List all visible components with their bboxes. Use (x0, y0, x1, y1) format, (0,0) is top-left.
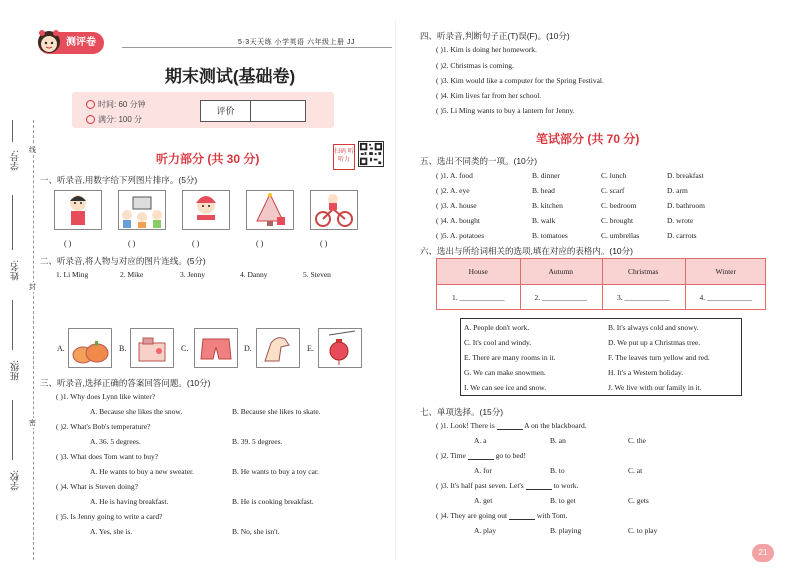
binding-char-line: 线 (29, 146, 36, 154)
person-mike: 2. Mike (120, 270, 144, 279)
q7-option-3c[interactable]: C. gets (628, 496, 649, 505)
q5-row-1-c[interactable]: C. lunch (601, 171, 627, 180)
q1-answer-2[interactable]: ( ) (128, 239, 136, 248)
answer-cell-4[interactable]: 4. ____________ (699, 293, 752, 302)
q7-option-4c[interactable]: C. to play (628, 526, 658, 535)
q2-pic-stove[interactable] (130, 328, 174, 368)
q5-row-4-a[interactable]: ( )4. A. bought (436, 216, 480, 225)
header-christmas: Christmas (628, 267, 659, 276)
class-label: 班级: (10, 360, 20, 381)
page-title: 期末测试(基础卷) (164, 67, 296, 86)
student-number-label: 学号: (10, 150, 20, 171)
check-icon (86, 115, 95, 124)
answer-blank[interactable] (497, 422, 523, 430)
q1-pic-christmas-tree (246, 190, 294, 230)
person-li-ming: 1. Li Ming (56, 270, 89, 279)
table-divider (520, 259, 521, 309)
q1-pic-family (118, 190, 166, 230)
q5-row-2-c[interactable]: C. scarf (601, 186, 625, 195)
q2-letter-c: C. (181, 344, 189, 353)
q2-pic-pumpkins[interactable] (68, 328, 112, 368)
page-fold (395, 20, 396, 560)
q6-option-f: F. The leaves turn yellow and red. (608, 353, 710, 362)
time-info: 时间: 60 分钟 (86, 99, 146, 110)
answer-blank[interactable] (509, 512, 535, 520)
q4-item-3[interactable]: ( )3. Kim would like a computer for the Spring Festival. (436, 76, 604, 85)
shorts-icon (195, 329, 237, 367)
q5-row-3-c[interactable]: C. bedroom (601, 201, 637, 210)
q5-row-3-a[interactable]: ( )3. A. house (436, 201, 477, 210)
header-house: House (468, 267, 488, 276)
q2-pic-lantern[interactable] (318, 328, 362, 368)
q4-item-5[interactable]: ( )5. Li Ming wants to buy a lantern for Jenny. (436, 106, 575, 115)
q2-letter-d: D. (244, 344, 252, 353)
series-info: 5·3天天练 小学英语 六年级上册 JJ (238, 39, 355, 46)
q4-title: 四、听录音,判断句子正(T)误(F)。(10分) (420, 31, 570, 41)
binding-cut-line (33, 120, 34, 560)
answer-cell-1[interactable]: 1. ____________ (452, 293, 505, 302)
binding-char-secret: 密 (29, 419, 36, 427)
q3-option-2a[interactable]: A. 36. 5 degrees. (90, 437, 141, 446)
grade-label: 评价 (201, 101, 251, 121)
q1-answer-3[interactable]: ( ) (192, 239, 200, 248)
q6-option-h: H. It's a Western holiday. (608, 368, 684, 377)
q3-question-1[interactable]: ( )1. Why does Lynn like winter? (56, 392, 156, 401)
answer-cell-2[interactable]: 2. ____________ (534, 293, 587, 302)
q3-option-1a[interactable]: A. Because she likes the snow. (90, 407, 183, 416)
page-number: 21 (752, 544, 774, 562)
person-danny: 4. Danny (240, 270, 268, 279)
q5-row-2-b[interactable]: B. head (532, 186, 555, 195)
q5-row-4-b[interactable]: B. walk (532, 216, 556, 225)
q2-letter-b: B. (119, 344, 127, 353)
q5-row-1-a[interactable]: ( )1. A. food (436, 171, 473, 180)
q5-row-1-b[interactable]: B. dinner (532, 171, 560, 180)
q6-option-c: C. It's cool and windy. (464, 338, 532, 347)
q7-option-1c[interactable]: C. the (628, 436, 646, 445)
school-label: 学校: (10, 470, 20, 491)
q5-row-3-d[interactable]: D. bathroom (667, 201, 705, 210)
q1-answer-1[interactable]: ( ) (64, 239, 72, 248)
name-label: 姓名: (10, 260, 20, 281)
q6-title: 六、选出与所给词相关的选项,填在对应的表格内。(10分) (420, 246, 633, 256)
q3-option-3b[interactable]: B. He wants to buy a toy car. (232, 467, 319, 476)
q4-item-4[interactable]: ( )4. Kim lives far from her school. (436, 91, 542, 100)
q5-row-2-d[interactable]: D. arm (667, 186, 688, 195)
q6-option-g: G. We can make snowmen. (464, 368, 546, 377)
q3-option-4a[interactable]: A. He is having breakfast. (90, 497, 169, 506)
q2-pic-shorts[interactable] (194, 328, 238, 368)
q5-row-5-d[interactable]: D. carrots (667, 231, 697, 240)
table-divider (602, 259, 603, 309)
q7-option-2b[interactable]: B. to (550, 466, 565, 475)
q7-question-2[interactable]: ( )2. Time go to bed! (436, 451, 526, 460)
q7-option-1a[interactable]: A. a (474, 436, 487, 445)
qr-code-icon[interactable] (358, 141, 384, 167)
q5-title: 五、选出不同类的一项。(10分) (420, 156, 538, 166)
q3-question-4[interactable]: ( )4. What is Steven doing? (56, 482, 138, 491)
answer-cell-3[interactable]: 3. ____________ (617, 293, 670, 302)
boy-icon (55, 191, 101, 229)
q3-option-2b[interactable]: B. 39. 5 degrees. (232, 437, 283, 446)
q1-answer-4[interactable]: ( ) (256, 239, 264, 248)
listening-heading: 听力部分 (共 30 分) (156, 152, 260, 166)
q5-row-5-b[interactable]: B. tomatoes (532, 231, 568, 240)
season-table (436, 258, 766, 310)
q6-option-j: J. We live with our family in it. (608, 383, 702, 392)
q3-option-3a[interactable]: A. He wants to buy a new sweater. (90, 467, 194, 476)
class-line (12, 300, 13, 350)
q3-option-1b[interactable]: B. Because she likes to skate. (232, 407, 321, 416)
q1-title: 一、听录音,用数字给下列图片排序。(5分) (40, 175, 198, 185)
q3-option-5a[interactable]: A. Yes, she is. (90, 527, 133, 536)
christmas-tree-icon (247, 191, 293, 229)
bicycle-icon (311, 191, 357, 229)
q5-row-3-b[interactable]: B. kitchen (532, 201, 563, 210)
q6-option-b: B. It's always cold and snowy. (608, 323, 699, 332)
q5-row-2-a[interactable]: ( )2. A. eye (436, 186, 470, 195)
q1-pic-boy-sick (54, 190, 102, 230)
person-jenny: 3. Jenny (180, 270, 205, 279)
q3-option-5b[interactable]: B. No, she isn't. (232, 527, 280, 536)
q2-pic-arm[interactable] (256, 328, 300, 368)
q1-answer-5[interactable]: ( ) (320, 239, 328, 248)
lantern-icon (319, 329, 361, 367)
pumpkin-icon (69, 329, 111, 367)
q5-row-4-c[interactable]: C. brought (601, 216, 634, 225)
student-number-line (12, 120, 13, 142)
q6-option-d: D. We put up a Christmas tree. (608, 338, 701, 347)
q6-option-a: A. People don't work. (464, 323, 530, 332)
person-steven: 5. Steven (303, 270, 331, 279)
q3-question-2[interactable]: ( )2. What's Bob's temperature? (56, 422, 151, 431)
school-line (12, 400, 13, 460)
scan-stamp: 扫码 听听力 (333, 144, 355, 170)
q7-title: 七、单项选择。(15分) (420, 407, 504, 417)
girl-avatar-icon (36, 27, 62, 55)
test-badge: 测评卷 (38, 32, 104, 54)
clock-icon (86, 100, 95, 109)
q3-question-5[interactable]: ( )5. Is Jenny going to write a card? (56, 512, 163, 521)
q7-option-1b[interactable]: B. an (550, 436, 566, 445)
q7-option-4b[interactable]: B. playing (550, 526, 582, 535)
family-icon (119, 191, 165, 229)
q5-row-5-a[interactable]: ( )5. A. potatoes (436, 231, 485, 240)
writing-heading: 笔试部分 (共 70 分) (536, 132, 640, 146)
q1-pic-girl-scarf (182, 190, 230, 230)
q7-option-3b[interactable]: B. to get (550, 496, 576, 505)
arm-icon (257, 329, 299, 367)
girl-icon (183, 191, 229, 229)
q7-question-1[interactable]: ( )1. Look! There is A on the blackboard. (436, 421, 587, 430)
binding-char-seal: 封 (29, 283, 36, 291)
q3-option-4b[interactable]: B. He is cooking breakfast. (232, 497, 314, 506)
q2-letter-a: A. (57, 344, 65, 353)
q5-row-5-c[interactable]: C. umbrellas (601, 231, 640, 240)
q7-option-2a[interactable]: A. for (474, 466, 492, 475)
q2-title: 二、听录音,将人物与对应的图片连线。(5分) (40, 256, 206, 266)
q4-item-1[interactable]: ( )1. Kim is doing her homework. (436, 45, 537, 54)
q7-question-3[interactable]: ( )3. It's half past seven. Let's to work. (436, 481, 579, 490)
table-divider (685, 259, 686, 309)
q7-option-3a[interactable]: A. get (474, 496, 493, 505)
grade-box[interactable] (200, 100, 306, 122)
q5-row-4-d[interactable]: D. wrote (667, 216, 694, 225)
q4-item-2[interactable]: ( )2. Christmas is coming. (436, 61, 514, 70)
header-autumn: Autumn (548, 267, 574, 276)
name-line (12, 195, 13, 250)
q7-question-4[interactable]: ( )4. They are going out with Tom. (436, 511, 568, 520)
header-winter: Winter (715, 267, 737, 276)
q3-title: 三、听录音,选择正确的答案回答问题。(10分) (40, 378, 211, 388)
q6-option-e: E. There are many rooms in it. (464, 353, 556, 362)
header-rule (122, 47, 392, 48)
q7-option-2c[interactable]: C. at (628, 466, 643, 475)
q7-option-4a[interactable]: A. play (474, 526, 497, 535)
answer-blank[interactable] (526, 482, 552, 490)
q5-row-1-d[interactable]: D. breakfast (667, 171, 704, 180)
q3-question-3[interactable]: ( )3. What does Tom want to buy? (56, 452, 159, 461)
q6-option-i: I. We can see ice and snow. (464, 383, 547, 392)
q1-pic-boy-bike (310, 190, 358, 230)
stove-icon (131, 329, 173, 367)
answer-blank[interactable] (468, 452, 494, 460)
score-info: 满分: 100 分 (86, 114, 142, 125)
q2-letter-e: E. (307, 344, 314, 353)
